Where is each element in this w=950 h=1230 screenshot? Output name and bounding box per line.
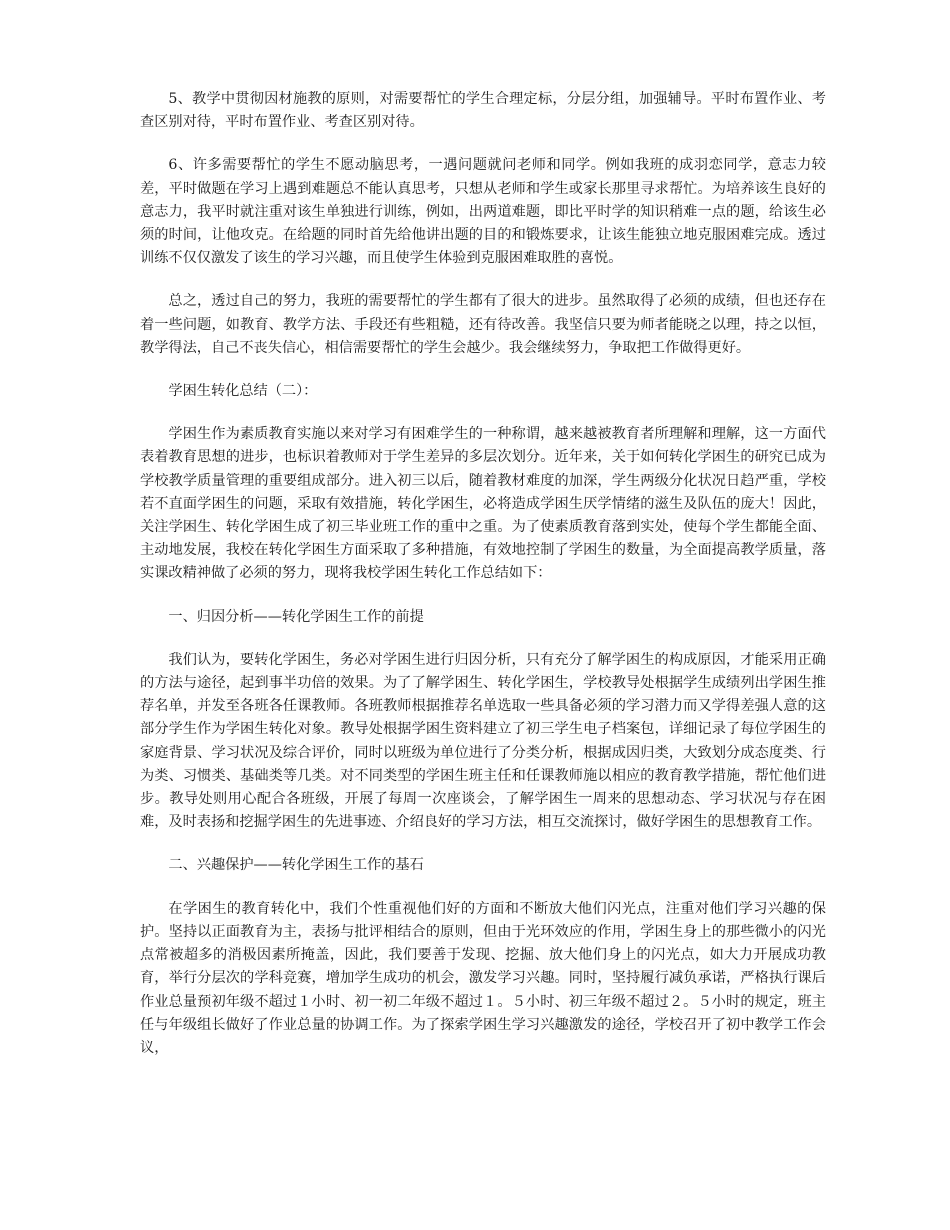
document-page [140,88,826,1060]
section-title-summary-two: 学困生转化总结（二）： [168,383,318,400]
paragraph-attribution: 我们认为，要转化学困生，务必对学困生进行归因分析，只有充分了解学困生的构成原因，才能采用正确的方法与途径，起到事半功倍的效果。为了了解学困生、转化学困生，学校教导处根据学生成绩列出学困生推荐名单，并发至各班各任课教师。各班教师根据推荐名单选取一些具备必须的学习潜力而又学得差强人意的这部分学生作为学困生转化对象。教导处根据学困生资料建立了初三学生电子档案包，详细记录了每位学困生的家庭背景、学习状况及综合评价，同时以班级为单位进行了分类分析，根据成因归类，大致划分成态度类、行为类、习惯类、基础类等几类。对不同类型的学困生班主任和任课教师施以相应的教育教学措施，帮忙他们进步。教导处则用心配合各班级，开展了每周一次座谈会，了解学困生一周来的思想动态、学习状况与存在困难，及时表扬和挖掘学困生的先进事迹、介绍良好的学习方法，相互交流探讨，做好学困生的思想教育工作。 [140,651,826,831]
paragraph-intro: 学困生作为素质教育实施以来对学习有困难学生的一种称谓，越来越被教育者所理解和理解，这一方面代表着教育思想的进步，也标识着教师对于学生差异的多层次划分。近年来，关于如何转化学困生的研究已成为学校教学质量管理的重要组成部分。进入初三以后，随着教材难度的加深，学生两级分化状况日趋严重，学校若不直面学困生的问题，采取有效措施，转化学困生，必将造成学困生厌学情绪的滋生及队伍的庞大！因此，关注学困生、转化学困生成了初三毕业班工作的重中之重。为了使素质教育落到实处，使每个学生都能全面、主动地发展，我校在转化学困生方面采取了多种措施，有效地控制了学困生的数量，为全面提高教学质量，落实课改精神做了必须的努力，现将我校学困生转化工作总结如下： [140,426,826,582]
section-heading-attribution: 一、归因分析——转化学困生工作的前提 [168,608,424,625]
paragraph-item-5: 5、教学中贯彻因材施教的原则，对需要帮忙的学生合理定标，分层分组，加强辅导。平时布置作业、考查区别对待，平时布置作业、考查区别对待。 [140,91,826,131]
paragraph-summary: 总之，透过自己的努力，我班的需要帮忙的学生都有了很大的进步。虽然取得了必须的成绩，但也还存在着一些问题，如教育、教学方法、手段还有些粗糙，还有待改善。我坚信只要为师者能晓之以理，持之以恒，教学得法，自己不丧失信心，相信需要帮忙的学生会越少。我会继续努力，争取把工作做得更好。 [140,293,826,356]
paragraph-item-6: 6、许多需要帮忙的学生不愿动脑思考，一遇问题就问老师和同学。例如我班的成羽恋同学，意志力较差，平时做题在学习上遇到难题总不能认真思考，只想从老师和学生或家长那里寻求帮忙。为培养该生良好的意志力，我平时就注重对该生单独进行训练，例如，出两道难题，即比平时学的知识稍难一点的题，给该生必须的时间，让他攻克。在给题的同时首先给他讲出题的目的和锻炼要求，让该生能独立地克服困难完成。透过训练不仅仅激发了该生的学习兴趣，而且使学生体验到克服困难取胜的喜悦。 [140,157,826,267]
paragraph-interest: 在学困生的教育转化中，我们个性重视他们好的方面和不断放大他们闪光点，注重对他们学习兴趣的保护。坚持以正面教育为主，表扬与批评相结合的原则，但由于光环效应的作用，学困生身上的那些微小的闪光点常被超多的消极因素所掩盖，因此，我们要善于发现、挖掘、放大他们身上的闪光点，如大力开展成功教育，举行分层次的学科竞赛，增加学生成功的机会，激发学习兴趣。同时，坚持履行减负承诺，严格执行课后作业总量预初年级不超过１小时、初一初二年级不超过１。５小时、初三年级不超过２。５小时的规定，班主任与年级组长做好了作业总量的协调工作。为了探索学困生学习兴趣激发的途径，学校召开了初中教学工作会议， [140,900,826,1056]
section-heading-interest: 二、兴趣保护——转化学困生工作的基石 [168,857,424,874]
